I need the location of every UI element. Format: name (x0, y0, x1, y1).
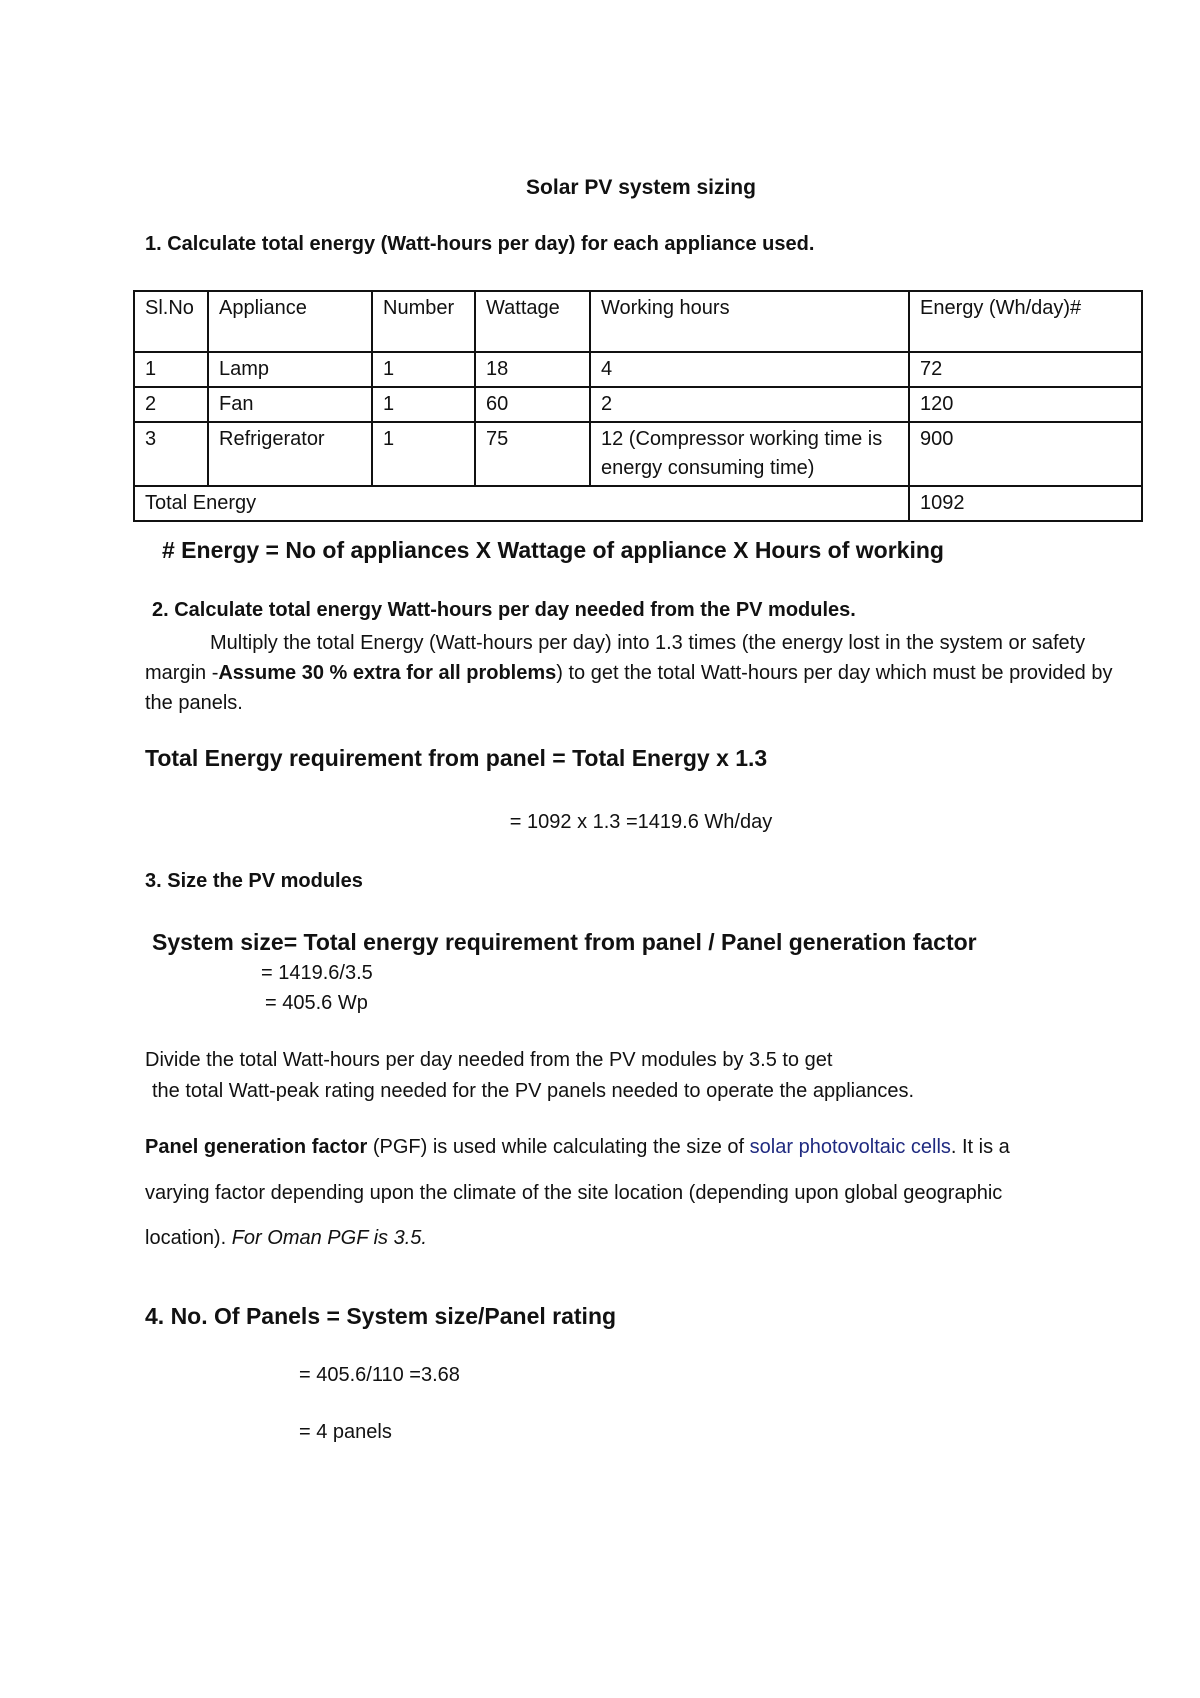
header-cell: Wattage (475, 291, 590, 352)
table-cell: 1 (372, 387, 475, 422)
step2-result: = 1092 x 1.3 =1419.6 Wh/day (509, 811, 773, 833)
pgf-line1 (145, 1136, 1010, 1159)
table-cell: 60 (475, 387, 590, 422)
step2-text-a: Multiply the total Energy (Watt-hours per day) into 1.3 times (the energy lost in the system or safety margin - (145, 632, 1086, 684)
pgf-term: Panel generation factor (145, 1136, 368, 1158)
step4-heading: 4. No. Of Panels = System size/Panel rating (145, 1303, 617, 1329)
header-cell: Sl.No (134, 291, 208, 352)
page-title: Solar PV system sizing (526, 176, 756, 199)
table-cell: 2 (134, 387, 208, 422)
table-cell: Fan (208, 387, 372, 422)
table-cell: 18 (475, 352, 590, 387)
table-cell: 1 (134, 352, 208, 387)
pgf-oman-note: For Oman PGF is 3.5. (231, 1227, 427, 1249)
step2-formula: Total Energy requirement from panel = Total Energy x 1.3 (145, 745, 768, 771)
solar-cells-link[interactable]: solar photovoltaic cells (749, 1136, 951, 1158)
pgf-text-b: . It is a (950, 1136, 1010, 1158)
step1-heading: 1. Calculate total energy (Watt-hours per day) for each appliance used. (145, 233, 815, 255)
table-header-row (134, 291, 1142, 352)
step4-eq2: = 4 panels (299, 1421, 392, 1443)
step3-heading: 3. Size the PV modules (145, 870, 363, 892)
step3-para-line1: Divide the total Watt-hours per day needed from the PV modules by 3.5 to get (145, 1049, 833, 1071)
table-cell: 1 (372, 352, 475, 387)
table-cell: 75 (475, 422, 590, 486)
table-cell: Refrigerator (208, 422, 372, 486)
energy-table (133, 290, 1143, 522)
pgf-line3-text: location). (145, 1227, 232, 1249)
header-cell: Working hours (590, 291, 909, 352)
header-cell: Energy (Wh/day)# (909, 291, 1142, 352)
step3-para-line2: the total Watt-peak rating needed for the PV panels needed to operate the appliances. (152, 1080, 915, 1102)
step2-assumption: Assume 30 % extra for all problems (218, 662, 557, 684)
step2-heading: 2. Calculate total energy Watt-hours per day needed from the PV modules. (152, 599, 856, 621)
table-cell: Lamp (208, 352, 372, 387)
total-label: Total Energy (134, 486, 909, 521)
step2-paragraph (145, 628, 1135, 718)
step2-text-b: ) to get the total Watt-hours per day which must be provided by the panels. (145, 662, 1113, 714)
table-cell: 2 (590, 387, 909, 422)
step3-eq2: = 405.6 Wp (265, 992, 368, 1014)
step3-formula: System size= Total energy requirement from panel / Panel generation factor (152, 929, 977, 955)
table-row (134, 352, 1142, 387)
energy-formula-note: # Energy = No of appliances X Wattage of appliance X Hours of working (162, 537, 944, 563)
table-cell: 4 (590, 352, 909, 387)
header-cell: Appliance (208, 291, 372, 352)
step3-eq1: = 1419.6/3.5 (261, 962, 373, 984)
table-row (134, 387, 1142, 422)
table-cell: 12 (Compressor working time is energy consuming time) (590, 422, 909, 486)
total-row (134, 486, 1142, 521)
pgf-line2: varying factor depending upon the climate of the site location (depending upon global geographic (145, 1182, 1003, 1204)
table-cell: 1 (372, 422, 475, 486)
total-value: 1092 (909, 486, 1142, 521)
table-cell: 120 (909, 387, 1142, 422)
pgf-text-a: (PGF) is used while calculating the size of (367, 1136, 750, 1158)
table-row (134, 422, 1142, 486)
table-cell: 900 (909, 422, 1142, 486)
step4-eq1: = 405.6/110 =3.68 (299, 1364, 460, 1386)
table-cell: 3 (134, 422, 208, 486)
pgf-line3 (145, 1227, 427, 1250)
table-cell: 72 (909, 352, 1142, 387)
header-cell: Number (372, 291, 475, 352)
